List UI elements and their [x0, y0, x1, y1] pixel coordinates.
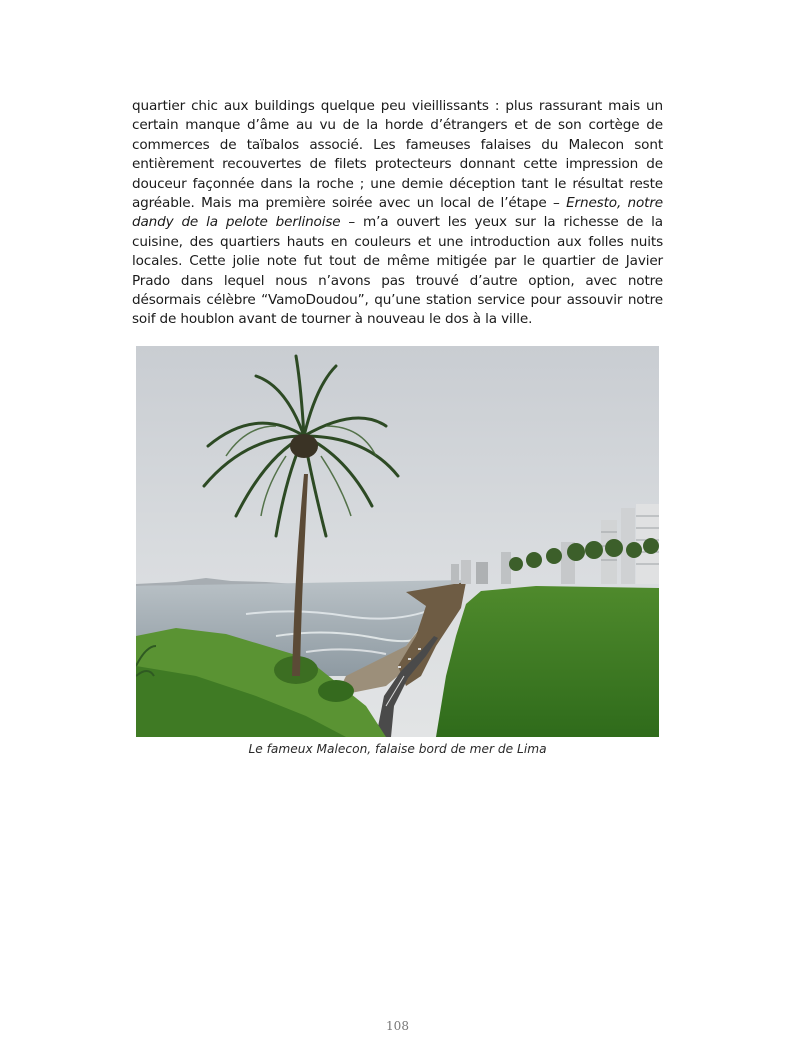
body-text-part2: – m’a ouvert les yeux sur la richesse de la cuisine, des quartiers hauts en couleurs et une introduction aux folles nuits locales. Cette jolie note fut tout de même mitigée par le quartier de Javier Prado dans lequel nous n’avons pas trouvé d’autre option, avec notre désormais célèbre “VamoDoudou”, qu’une station service pour assouvir notre soif de houblon avant de tourner à nouveau le dos à la ville. [132, 214, 663, 328]
figure-caption: Le fameux Malecon, falaise bord de mer de Lima [248, 742, 547, 756]
body-text-italic: Ernesto, notre dandy de la pelote berlinoise [132, 195, 663, 231]
malecon-photo [136, 346, 659, 737]
body-text-part1: quartier chic aux buildings quelque peu vieillissants : plus rassurant mais un certain manque d’âme au vu de la horde d’étrangers et de son cortège de commerces de taïbalos associé. Les fameuses falaises du Malecon sont entièrement recouvertes de filets protecteurs donnant cette impression de douceur façonnée dans la roche ; une demie déception tant le résultat reste agréable. Mais ma première soirée avec un local de l’étape – [132, 98, 663, 212]
body-paragraph [132, 97, 663, 330]
page-number: 108 [386, 1019, 409, 1033]
